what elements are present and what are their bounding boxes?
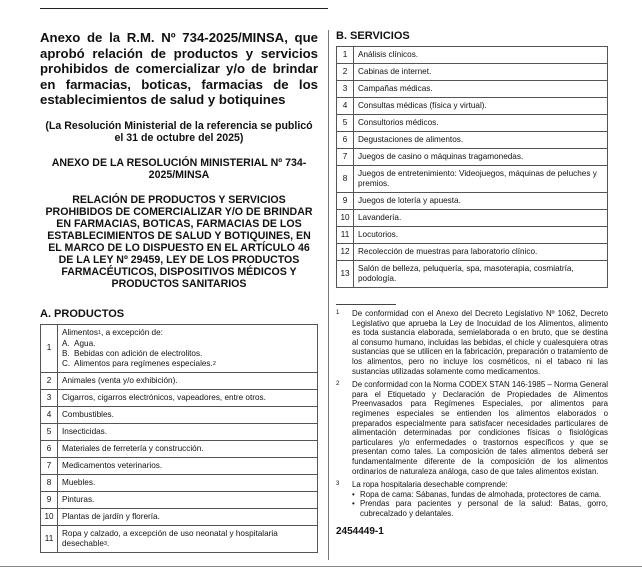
table-row xyxy=(41,423,318,440)
item-number: 3 xyxy=(337,81,354,98)
item-text: Análisis clínicos. xyxy=(354,47,608,64)
item-text: Insecticidas. xyxy=(58,423,318,440)
item-text xyxy=(58,525,318,552)
annex-title: ANEXO DE LA RESOLUCIÓN MINISTERIAL Nº 734-2025/MINSA xyxy=(51,156,307,181)
item-number: 7 xyxy=(337,149,354,166)
sub-text: Bebidas con adición de electrolitos. xyxy=(74,348,203,358)
item-number: 11 xyxy=(41,525,58,552)
item-text: Plantas de jardín y florería. xyxy=(58,508,318,525)
footnote-ref: 1 xyxy=(97,329,102,336)
item-number: 4 xyxy=(337,98,354,115)
column-divider xyxy=(328,30,329,560)
item11-text: Ropa y calzado, a excepción de uso neonatal y hospitalaria desechable xyxy=(62,528,278,548)
table-row xyxy=(337,132,608,149)
table-row xyxy=(337,115,608,132)
publication-code: 2454449-1 xyxy=(336,526,384,538)
footnote xyxy=(336,480,608,518)
item-number: 5 xyxy=(41,423,58,440)
bottom-rule xyxy=(0,566,642,567)
footnote xyxy=(336,309,608,376)
reference-note: (La Resolución Ministerial de la referencia se publicó el 31 de octubre del 2025) xyxy=(45,119,313,145)
footnote-rule xyxy=(336,304,396,305)
item-number: 13 xyxy=(337,261,354,288)
item-number: 8 xyxy=(337,166,354,193)
table-row xyxy=(337,244,608,261)
item-number: 2 xyxy=(337,64,354,81)
item-text: Cabinas de internet. xyxy=(354,64,608,81)
table-row xyxy=(337,81,608,98)
left-column xyxy=(40,30,318,553)
item-number: 2 xyxy=(41,372,58,389)
table-row xyxy=(41,440,318,457)
item-text: Juegos de casino o máquinas tragamonedas. xyxy=(354,149,608,166)
footnotes xyxy=(336,309,608,518)
table-row xyxy=(337,166,608,193)
item11-suffix: . xyxy=(106,538,110,548)
item-text: Animales (venta y/o exhibición). xyxy=(58,372,318,389)
item-text xyxy=(58,324,318,372)
footnote-text: De conformidad con el Anexo del Decreto Legislativo Nº 1062, Decreto Legislativo que aprueba la Ley de Inocuidad de los Alimentos, alimento es toda sustancia elaborada, semielaborada o en bruto, que se destina al consumo humano, incluidas las bebidas, el chicle y cualesquiera otras sustancias que se utilicen en la fabricación, preparación o tratamiento de los alimentos, pero no incluye los cosméticos, ni el tabaco ni las sustancias utilizadas solamente como medicamentos. xyxy=(352,309,608,376)
table-row xyxy=(41,474,318,491)
bullet-text: Ropa de cama: Sábanas, fundas de almohada, protectores de cama. xyxy=(360,489,602,499)
list-item xyxy=(62,349,313,359)
productos-section xyxy=(40,308,318,553)
list-item xyxy=(62,359,313,369)
sub-letter: C. xyxy=(62,358,71,368)
productos-table xyxy=(40,324,318,553)
bullet-text: Prendas para pacientes y personal de la salud: Batas, gorro, cubrecalzado y delantales. xyxy=(360,499,608,518)
productos-title: A. PRODUCTOS xyxy=(40,307,125,320)
item-text: Combustibles. xyxy=(58,406,318,423)
table-row xyxy=(337,193,608,210)
item-text: Campañas médicas. xyxy=(354,81,608,98)
list-item xyxy=(62,339,313,349)
top-rule xyxy=(40,8,328,9)
servicios-table xyxy=(336,46,608,288)
footnote-ref: 2 xyxy=(212,360,216,367)
item-number: 8 xyxy=(41,474,58,491)
table-row xyxy=(337,210,608,227)
item-text: Cigarros, cigarros electrónicos, vapeadores, entre otros. xyxy=(58,389,318,406)
table-row xyxy=(41,406,318,423)
footnote-number: 3 xyxy=(336,481,340,488)
item-text: Consultas médicas (física y virtual). xyxy=(354,98,608,115)
sub-letter: A. xyxy=(62,338,70,348)
table-row xyxy=(337,227,608,244)
item-number: 10 xyxy=(337,210,354,227)
item-number: 10 xyxy=(41,508,58,525)
item-text: Consultorios médicos. xyxy=(354,115,608,132)
table-row xyxy=(337,261,608,288)
item-number: 11 xyxy=(337,227,354,244)
footnote-text: De conformidad con la Norma CODEX STAN 146-1985 – Norma General para el Etiquetado y Declaración de Propiedades de Alimentos Preenvasados para Regímenes Especiales, por alimentos para regímenes especiales se entienden los alimentos elaborados o preparados especialmente para satisfacer necesidades particulares de alimentación determinadas por condiciones físicas o fisiológicas particulares y/o enfermedades o trastornos específicos y que se presentan como tales. La composición de tales alimentos deberá ser fundamentalmente diferente de la composición de los alimentos ordinarios de naturaleza análoga, caso de que tales alimentos existan. xyxy=(352,380,608,476)
table-row xyxy=(337,64,608,81)
table-row xyxy=(41,457,318,474)
footnote-number: 2 xyxy=(336,381,340,388)
headline: Anexo de la R.M. Nº 734-2025/MINSA, que aprobó relación de productos y servicios prohibidos de comercializar y/o de brindar en farmacias, boticas, farmacias de los establecimientos de salud y botiquines xyxy=(40,30,318,108)
item-text: Salón de belleza, peluquería, spa, masoterapia, cosmiatría, podología. xyxy=(354,261,608,288)
table-row xyxy=(41,372,318,389)
footnote-intro: La ropa hospitalaria desechable comprende: xyxy=(352,480,508,490)
item-number: 1 xyxy=(337,47,354,64)
item-number: 3 xyxy=(41,389,58,406)
table-row xyxy=(337,149,608,166)
item-text: Lavandería. xyxy=(354,210,608,227)
item-number: 9 xyxy=(41,491,58,508)
footnotes-section xyxy=(336,304,608,537)
list-item xyxy=(352,490,608,500)
table-row xyxy=(41,491,318,508)
item1-suffix: , a excepción de: xyxy=(101,327,163,337)
table-row xyxy=(41,389,318,406)
item-text: Medicamentos veterinarios. xyxy=(58,457,318,474)
item-number: 7 xyxy=(41,457,58,474)
item-text: Juegos de entretenimiento: Videojuegos, máquinas de peluches y premios. xyxy=(354,166,608,193)
item-text: Muebles. xyxy=(58,474,318,491)
item-text: Juegos de lotería y apuesta. xyxy=(354,193,608,210)
footnote xyxy=(336,380,608,476)
sub-text: Agua. xyxy=(74,338,96,348)
table-row xyxy=(337,47,608,64)
table-row xyxy=(41,525,318,552)
item-text: Pinturas. xyxy=(58,491,318,508)
item-number: 1 xyxy=(41,324,58,372)
table-row xyxy=(337,98,608,115)
footnote-ref: 3 xyxy=(103,540,107,547)
item-number: 6 xyxy=(337,132,354,149)
bullet: • xyxy=(352,499,355,509)
item-text: Materiales de ferretería y construcción. xyxy=(58,440,318,457)
footnote-number: 1 xyxy=(336,310,340,316)
item-number: 12 xyxy=(337,244,354,261)
table-row xyxy=(41,508,318,525)
item-number: 5 xyxy=(337,115,354,132)
item-number: 6 xyxy=(41,440,58,457)
sub-list xyxy=(62,339,313,369)
item-text: Locutorios. xyxy=(354,227,608,244)
right-column xyxy=(336,30,608,537)
item-number: 9 xyxy=(337,193,354,210)
item-text: Recolección de muestras para laboratorio clínico. xyxy=(354,244,608,261)
table-row xyxy=(41,324,318,372)
item-text: Degustaciones de alimentos. xyxy=(354,132,608,149)
sub-letter: B. xyxy=(62,348,70,358)
servicios-title: B. SERVICIOS xyxy=(336,30,410,42)
footnote-text xyxy=(352,480,608,518)
list-item xyxy=(352,499,608,518)
bullet: • xyxy=(352,489,355,499)
item-number: 4 xyxy=(41,406,58,423)
relation-title: RELACIÓN DE PRODUCTOS Y SERVICIOS PROHIBIDOS DE COMERCIALIZAR Y/O DE BRINDAR EN FARMACIAS, BOTICAS, FARMACIAS DE LOS ESTABLECIMIENTOS DE SALUD Y BOTIQUINES, EN EL MARCO DE LO DISPUESTO EN EL ARTÍCULO 46 DE LA LEY Nº 29459, LEY DE LOS PRODUCTOS FARMACÉUTICOS, DISPOSITIVOS MÉDICOS Y PRODUCTOS SANITARIOS xyxy=(45,193,313,290)
sub-text: Alimentos para regímenes especiales. xyxy=(74,358,213,368)
item1-text: Alimentos xyxy=(62,327,98,337)
